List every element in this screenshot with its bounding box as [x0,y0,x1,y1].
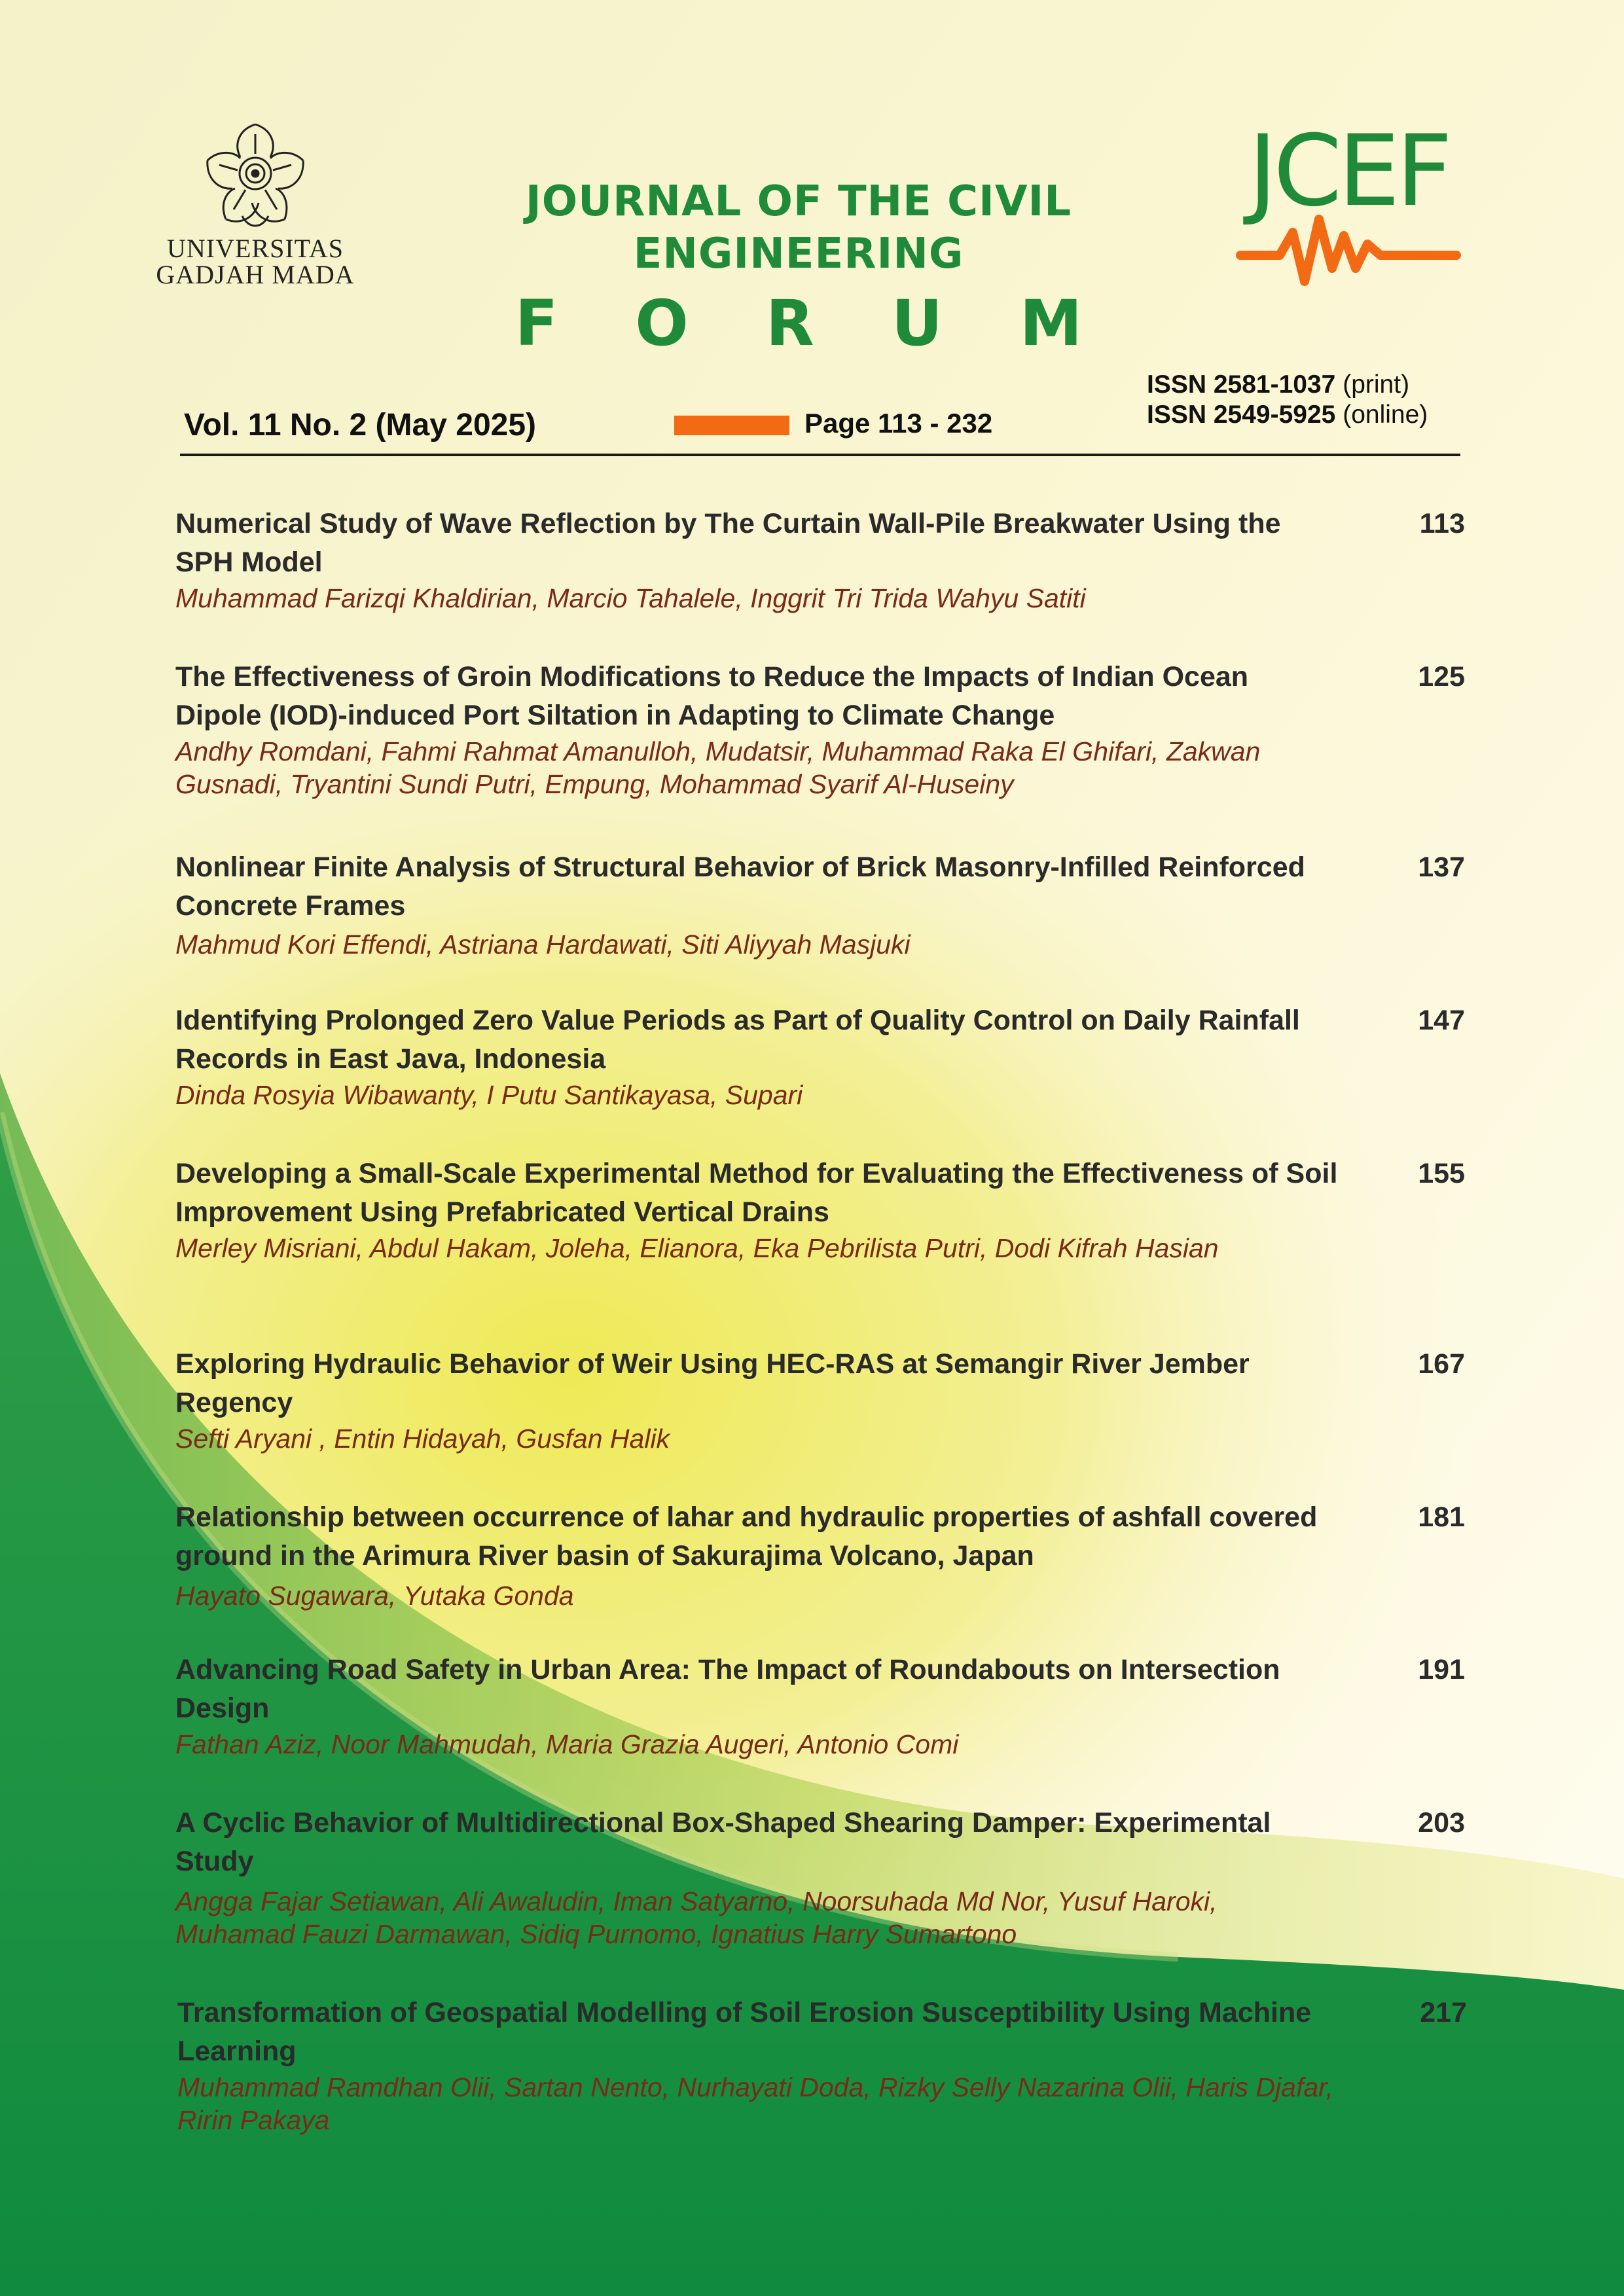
article-authors: Hayato Sugawara, Yutaka Gonda [175,1581,574,1611]
article-title[interactable]: The Effectiveness of Groin Modifications to Reduce the Impacts of Indian Ocean Dipole (IOD)-induced Port Siltation in Adapting to Climate Change [175,661,1249,731]
issn-print-label: (print) [1343,370,1410,399]
issn-online: ISSN 2549-5925 [1147,401,1336,429]
article-authors: Mahmud Kori Effendi, Astriana Hardawati, Siti Aliyyah Masjuki [175,929,911,960]
article-authors: Dinda Rosyia Wibawanty, I Putu Santikayasa, Supari [175,1080,803,1110]
issn-block [1147,370,1428,430]
article-title[interactable]: Numerical Study of Wave Reflection by The Curtain Wall-Pile Breakwater Using the SPH Model [175,508,1281,578]
article-page-number: 191 [1418,1654,1465,1685]
article-authors: Andhy Romdani, Fahmi Rahmat Amanulloh, Mudatsir, Muhammad Raka El Ghifari, Zakwan Gusnadi, Tryantini Sundi Putri, Empung, Mohammad Syarif Al-Huseiny [175,736,1261,799]
article-page-number: 137 [1418,852,1465,883]
article-authors: Angga Fajar Setiawan, Ali Awaludin, Iman Satyarno, Noorsuhada Md Nor, Yusuf Haroki, Muhamad Fauzi Darmawan, Sidiq Purnomo, Ignatius Harry Sumartono [175,1886,1218,1949]
university-name-line2: GADJAH MADA [156,260,355,289]
journal-title-line2: FORUM [514,287,1160,360]
ugm-seal-icon [200,118,311,236]
article-authors: Fathan Aziz, Noor Mahmudah, Maria Grazia Augeri, Antonio Comi [175,1729,959,1759]
toc-entry[interactable] [175,1804,1465,1950]
issue-label: Vol. 11 No. 2 (May 2025) [184,408,537,442]
jcef-logo-graphic [1234,128,1463,304]
article-page-number: 147 [1418,1005,1465,1036]
jcef-logo-text: JCEF [1248,128,1449,228]
article-title[interactable]: Transformation of Geospatial Modelling of Soil Erosion Susceptibility Using Machine Learning [177,1997,1312,2067]
orange-accent-bar [674,416,789,435]
issn-print: ISSN 2581-1037 [1147,370,1336,399]
article-title[interactable]: Developing a Small-Scale Experimental Method for Evaluating the Effectiveness of Soil Improvement Using Prefabricated Vertical Drains [175,1158,1338,1228]
page-range: Page 113 - 232 [804,408,993,439]
issn-print-row [1147,370,1428,400]
issn-online-row [1147,400,1428,430]
toc-entry[interactable] [175,1498,1465,1612]
article-page-number: 155 [1418,1158,1465,1189]
header-divider [180,454,1460,456]
article-authors: Merley Misriani, Abdul Hakam, Joleha, Elianora, Eka Pebrilista Putri, Dodi Kifrah Hasian [175,1233,1219,1263]
orange-pulse-wave-icon [1240,219,1456,281]
article-title[interactable]: Nonlinear Finite Analysis of Structural Behavior of Brick Masonry-Infilled Reinforced Concrete Frames [175,852,1305,922]
article-authors: Muhammad Farizqi Khaldirian, Marcio Tahalele, Inggrit Tri Trida Wahyu Satiti [175,583,1086,613]
article-page-number: 217 [1420,1997,1467,2028]
article-authors: Sefti Aryani , Entin Hidayah, Gusfan Halik [175,1424,670,1454]
journal-title [367,175,1231,363]
jcef-logo [1234,128,1463,304]
toc-entry[interactable] [175,658,1465,800]
article-page-number: 181 [1418,1501,1465,1533]
journal-title-line1: JOURNAL OF THE CIVIL ENGINEERING [525,177,1072,278]
issn-online-label: (online) [1343,401,1428,429]
article-title[interactable]: Exploring Hydraulic Behavior of Weir Using HEC-RAS at Semangir River Jember Regency [175,1348,1250,1418]
toc-entry[interactable] [175,1001,1465,1111]
toc-entry[interactable] [175,848,1465,961]
article-authors: Muhammad Ramdhan Olii, Sartan Nento, Nurhayati Doda, Rizky Selly Nazarina Olii, Haris Djafar, Ririn Pakaya [177,2072,1333,2135]
article-title[interactable]: Relationship between occurrence of lahar and hydraulic properties of ashfall covered ground in the Arimura River basin of Sakurajima Volcano, Japan [175,1501,1318,1571]
article-page-number: 125 [1418,661,1465,692]
article-title[interactable]: Advancing Road Safety in Urban Area: The Impact of Roundabouts on Intersection Design [175,1654,1280,1724]
toc-entry[interactable] [175,505,1465,615]
toc-entry[interactable] [175,1651,1465,1761]
toc-entry[interactable] [175,1345,1465,1455]
university-logo [147,118,363,308]
article-title[interactable]: A Cyclic Behavior of Multidirectional Box-Shaped Shearing Damper: Experimental Study [175,1807,1271,1877]
article-title[interactable]: Identifying Prolonged Zero Value Periods as Part of Quality Control on Daily Rainfall Records in East Java, Indonesia [175,1005,1300,1075]
toc-entry[interactable] [177,1994,1467,2136]
article-page-number: 113 [1419,508,1465,539]
toc-entry[interactable] [175,1155,1465,1265]
university-name-line1: UNIVERSITAS [166,234,344,263]
article-page-number: 167 [1418,1348,1465,1380]
article-page-number: 203 [1418,1807,1465,1839]
